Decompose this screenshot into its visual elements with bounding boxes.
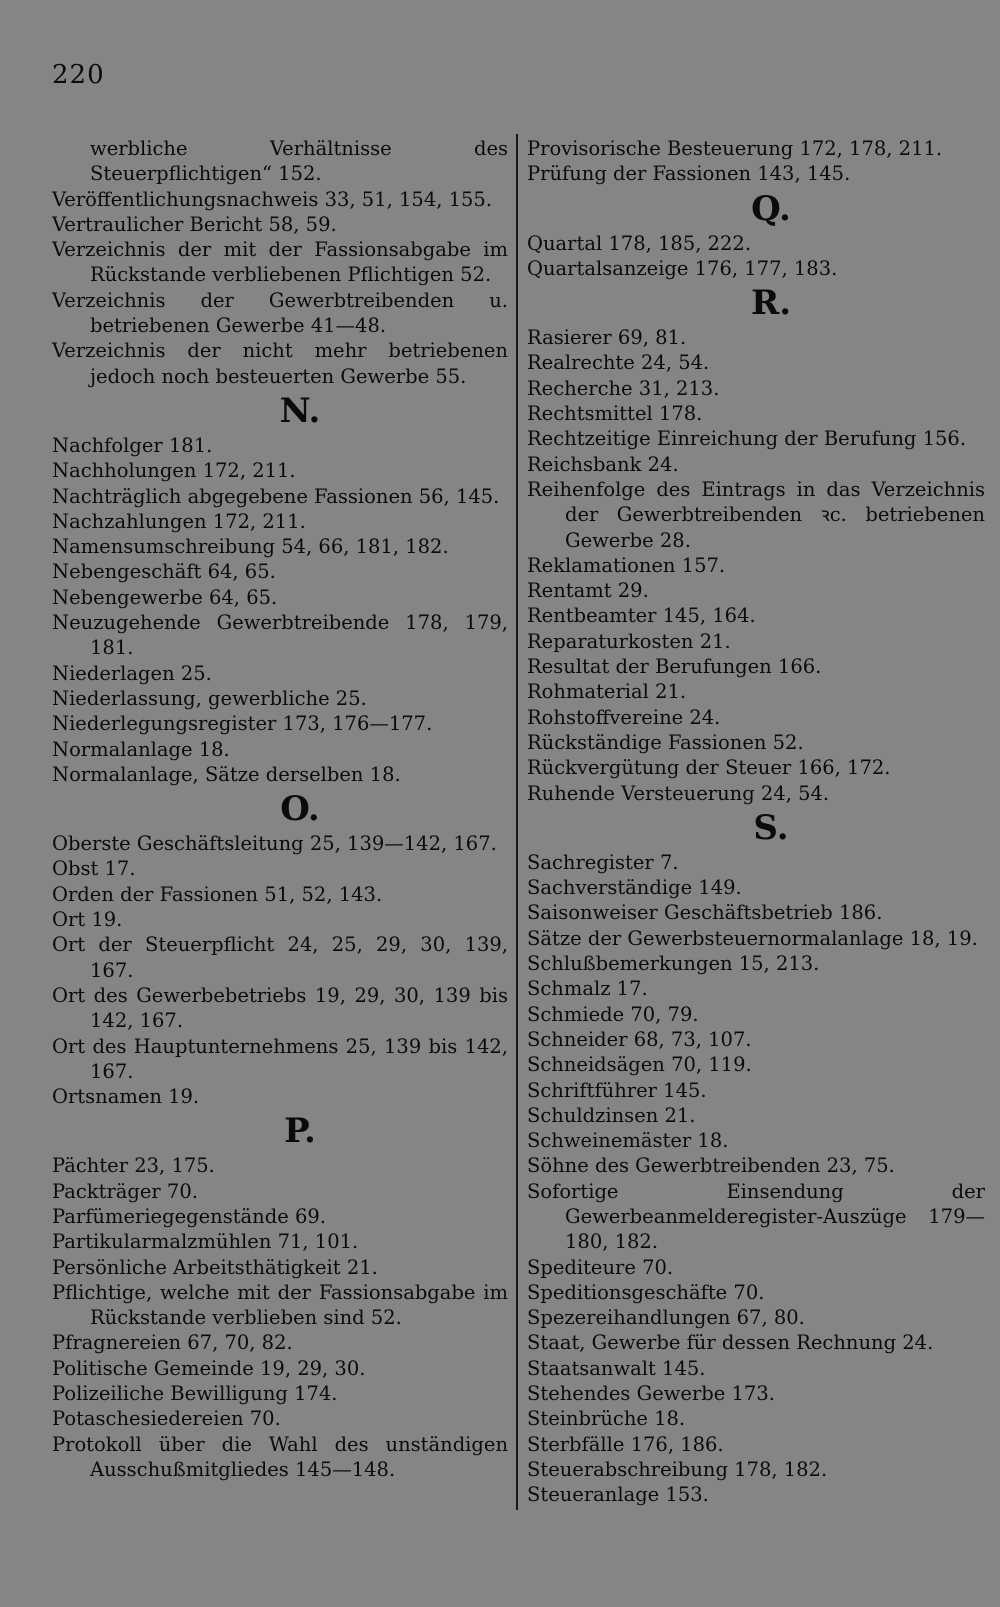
- index-entry: Sätze der Gewerbsteuernormalanlage 18, 19.: [527, 926, 978, 950]
- index-entry: Nachholungen 172, 211.: [52, 459, 296, 483]
- index-entry: Sachverständige 149.: [527, 876, 742, 900]
- index-entry: Nebengeschäft 64, 65.: [52, 560, 276, 584]
- index-entry: Ort des Hauptunternehmens 25, 139 bis 142, 167.: [52, 1034, 508, 1083]
- index-entry: Rückvergütung der Steuer 166, 172.: [527, 756, 891, 780]
- index-entry: Schmiede 70, 79.: [527, 1002, 699, 1026]
- index-entry: Neuzugehende Gewerbtreibende 178, 179, 181.: [52, 611, 508, 660]
- index-entry: Ortsnamen 19.: [52, 1085, 200, 1109]
- index-entry: Spezereihandlungen 67, 80.: [527, 1306, 805, 1330]
- index-entry: Niederlagen 25.: [52, 661, 212, 685]
- index-entry: Reichsbank 24.: [527, 452, 679, 476]
- index-entry: Packträger 70.: [52, 1179, 198, 1203]
- index-entry: Rentbeamter 145, 164.: [527, 604, 756, 628]
- index-entry: Spediteure 70.: [527, 1255, 674, 1279]
- index-entry: Staat, Gewerbe für dessen Rechnung 24.: [527, 1331, 934, 1355]
- index-entry: Rohstoffvereine 24.: [527, 705, 721, 729]
- index-entry: Rohmaterial 21.: [527, 680, 687, 704]
- section-letter: O.: [280, 789, 320, 830]
- index-entry: Vertraulicher Bericht 58, 59.: [52, 212, 337, 236]
- index-entry: Niederlassung, gewerbliche 25.: [52, 686, 367, 710]
- index-entry: Rechtsmittel 178.: [527, 402, 703, 426]
- index-entry: Partikularmalzmühlen 71, 101.: [52, 1230, 359, 1254]
- index-entry: Reklamationen 157.: [527, 553, 726, 577]
- index-entry: Staatsanwalt 145.: [527, 1356, 706, 1380]
- index-entry: Steuerabschreibung 178, 182.: [527, 1457, 828, 1481]
- index-entry: Schuldzinsen 21.: [527, 1103, 696, 1127]
- index-entry: Verzeichnis der mit der Fassionsabgabe im Rückstande verbliebenen Pflichtigen 52.: [52, 238, 508, 287]
- index-entry: Ort der Steuerpflicht 24, 25, 29, 30, 139, 167.: [52, 933, 508, 982]
- index-entry: Normalanlage 18.: [52, 737, 230, 761]
- index-entry: Rentamt 29.: [527, 579, 649, 603]
- index-entry: werbliche Verhältnisse des Steuerpflichtigen“ 152.: [90, 137, 508, 186]
- index-entry: Ort des Gewerbebetriebs 19, 29, 30, 139 bis 142, 167.: [52, 983, 508, 1033]
- section-letter: N.: [279, 390, 321, 431]
- index-entry: Rasierer 69, 81.: [527, 326, 687, 350]
- index-entry: Sterbfälle 176, 186.: [527, 1432, 724, 1456]
- index-entry: Schweinemäster 18.: [527, 1129, 729, 1153]
- index-entry: Provisorische Besteuerung 172, 178, 211.: [527, 137, 943, 160]
- index-entry: Niederlegungsregister 173, 176—177.: [52, 712, 433, 736]
- index-column-right: [527, 136, 985, 1508]
- index-entry: Nachfolger 181.: [52, 433, 213, 457]
- index-entry: Nachzahlungen 172, 211.: [52, 509, 306, 533]
- index-entry: Schriftführer 145.: [527, 1078, 707, 1102]
- index-entry: Oberste Geschäftsleitung 25, 139—142, 167.: [52, 832, 497, 856]
- index-entry: Prüfung der Fassionen 143, 145.: [527, 162, 851, 186]
- index-entry: Realrechte 24, 54.: [527, 351, 710, 375]
- index-entry: Söhne des Gewerbtreibenden 23, 75.: [527, 1154, 895, 1178]
- index-entry: Nebengewerbe 64, 65.: [52, 585, 278, 609]
- index-entry: Ort 19.: [52, 908, 123, 932]
- index-entry: Quartal 178, 185, 222.: [527, 231, 752, 255]
- section-letter: S.: [753, 807, 789, 848]
- section-letter: R.: [750, 283, 792, 324]
- index-entry: Schneider 68, 73, 107.: [527, 1027, 752, 1051]
- section-letter: P.: [284, 1111, 316, 1152]
- index-entry: Orden der Fassionen 51, 52, 143.: [52, 882, 383, 906]
- index-entry: Protokoll über die Wahl des unständigen Ausschußmitgliedes 145—148.: [52, 1432, 508, 1481]
- index-entry: Sachregister 7.: [527, 850, 679, 874]
- index-entry: Schlußbemerkungen 15, 213.: [527, 952, 820, 976]
- index-entry: Rechtzeitige Einreichung der Berufung 156.: [527, 427, 967, 451]
- index-entry: Sofortige Einsendung der Gewerbeanmelderegister-Auszüge 179—180, 182.: [527, 1179, 985, 1254]
- index-column-left: [52, 136, 508, 1482]
- index-entry: Schmalz 17.: [527, 977, 648, 1001]
- column-divider: [516, 134, 518, 1510]
- index-entry: Veröffentlichungsnachweis 33, 51, 154, 155.: [52, 187, 493, 211]
- index-entry: Recherche 31, 213.: [527, 376, 720, 400]
- index-entry: Reparaturkosten 21.: [527, 629, 731, 653]
- section-letter: Q.: [751, 188, 791, 229]
- index-entry: Politische Gemeinde 19, 29, 30.: [52, 1356, 366, 1380]
- index-entry: Stehendes Gewerbe 173.: [527, 1382, 775, 1406]
- index-entry: Steinbrüche 18.: [527, 1407, 686, 1431]
- index-entry: Polizeiliche Bewilligung 174.: [52, 1382, 338, 1406]
- index-entry: Nachträglich abgegebene Fassionen 56, 145.: [52, 484, 500, 508]
- index-entry: Normalanlage, Sätze derselben 18.: [52, 762, 401, 786]
- index-entry: Resultat der Berufungen 166.: [527, 655, 822, 679]
- index-entry: Schneidsägen 70, 119.: [527, 1053, 752, 1077]
- index-entry: Pfragnereien 67, 70, 82.: [52, 1331, 293, 1355]
- index-entry: Potaschesiedereien 70.: [52, 1407, 281, 1431]
- index-entry: Verzeichnis der Gewerbtreibenden u. betriebenen Gewerbe 41—48.: [52, 288, 508, 338]
- index-entry: Quartalsanzeige 176, 177, 183.: [527, 256, 838, 280]
- index-entry: Pächter 23, 175.: [52, 1154, 215, 1178]
- index-entry: Namensumschreibung 54, 66, 181, 182.: [52, 535, 449, 559]
- index-entry: Pflichtige, welche mit der Fassionsabgabe im Rückstande verblieben sind 52.: [52, 1280, 508, 1330]
- index-entry: Obst 17.: [52, 857, 136, 881]
- index-entry: Persönliche Arbeitsthätigkeit 21.: [52, 1255, 378, 1279]
- index-entry: Ruhende Versteuerung 24, 54.: [527, 781, 830, 805]
- index-entry: Speditionsgeschäfte 70.: [527, 1280, 765, 1304]
- index-entry: Reihenfolge des Eintrags in das Verzeichnis der Gewerbtreibenden ꝛc. betriebenen Gewerbe 28.: [527, 477, 985, 552]
- index-entry: Parfümeriegegenstände 69.: [52, 1204, 326, 1228]
- index-entry: Saisonweiser Geschäftsbetrieb 186.: [527, 901, 883, 925]
- index-entry: Steueranlage 153.: [527, 1483, 709, 1507]
- page-number: 220: [52, 60, 105, 90]
- index-entry: Rückständige Fassionen 52.: [527, 730, 804, 754]
- index-entry: Verzeichnis der nicht mehr betriebenen jedoch noch besteuerten Gewerbe 55.: [52, 339, 508, 388]
